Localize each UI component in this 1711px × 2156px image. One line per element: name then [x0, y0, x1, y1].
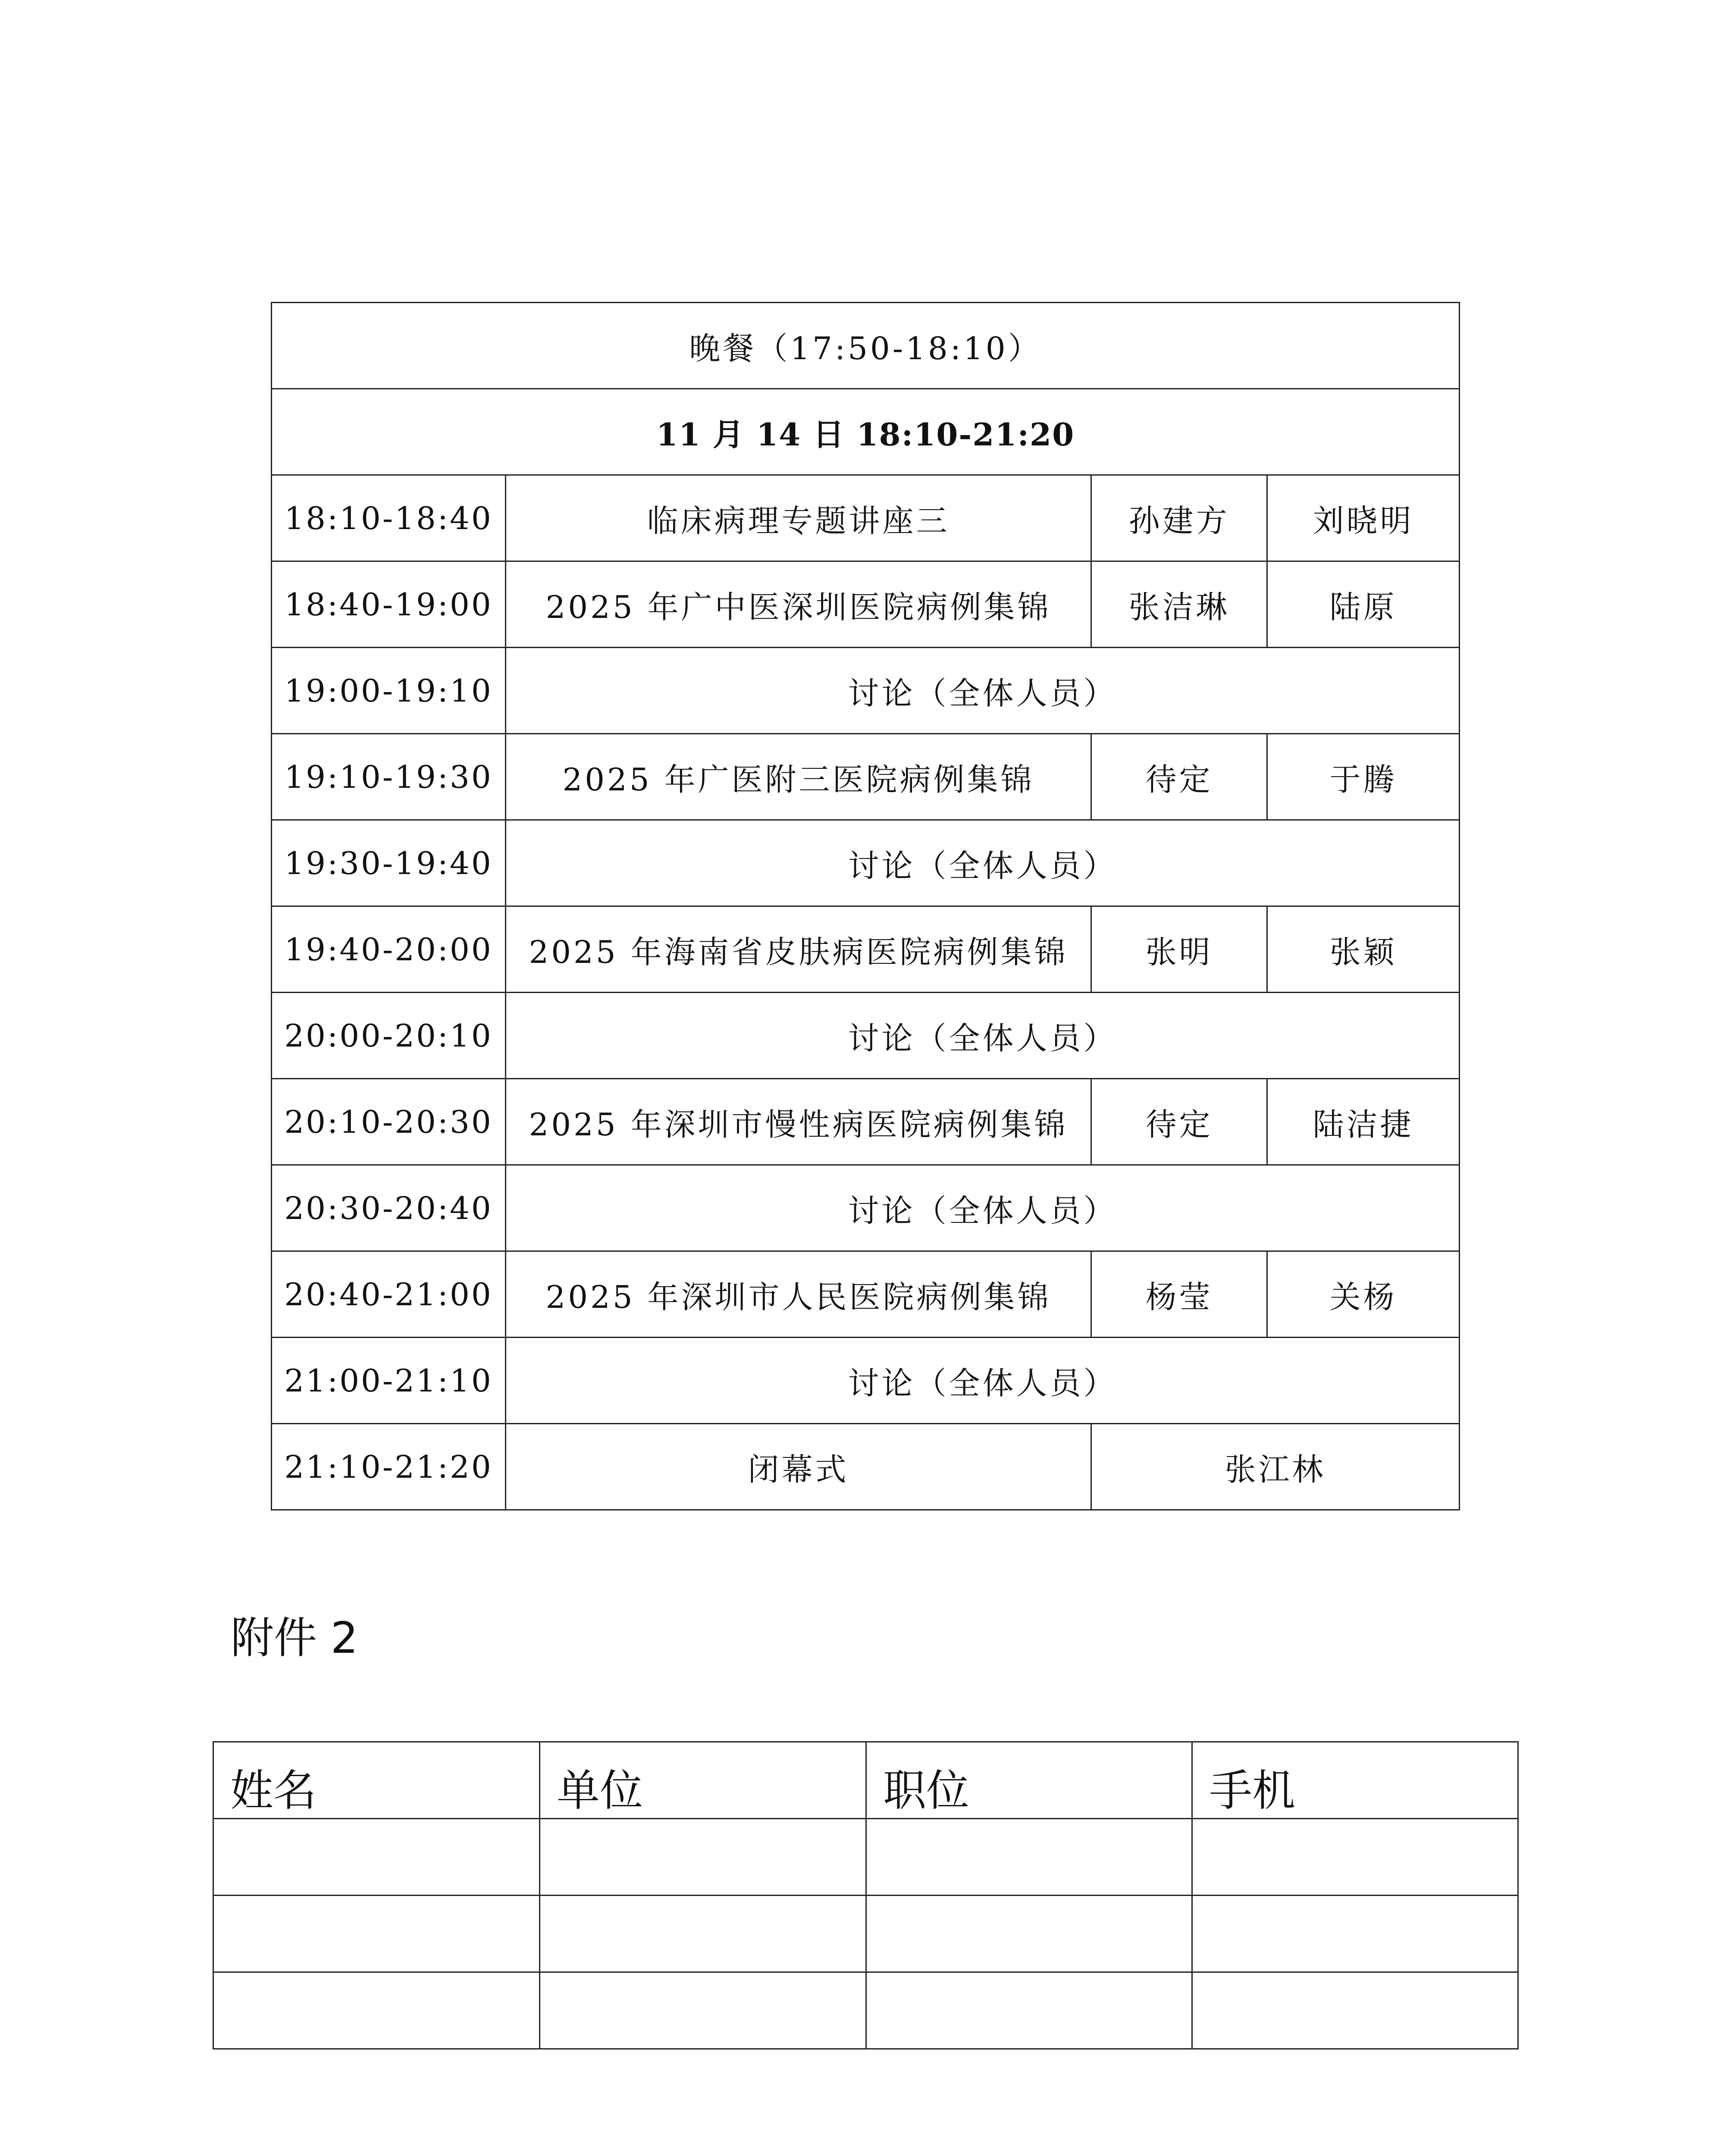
registration-row	[213, 1896, 1518, 1972]
host-cell: 于腾	[1267, 734, 1460, 820]
header-organization: 单位	[540, 1742, 866, 1819]
phone-cell[interactable]	[1192, 1819, 1518, 1896]
speaker-cell: 张洁琳	[1091, 561, 1267, 648]
name-cell[interactable]	[213, 1896, 540, 1972]
schedule-row	[272, 906, 1460, 993]
topic-cell: 2025 年深圳市慢性病医院病例集锦	[506, 1079, 1091, 1165]
discussion-cell: 讨论（全体人员）	[506, 1165, 1460, 1251]
name-cell[interactable]	[213, 1972, 540, 2049]
position-cell[interactable]	[866, 1896, 1192, 1972]
time-cell: 21:10-21:20	[272, 1424, 506, 1510]
time-cell: 20:30-20:40	[272, 1165, 506, 1251]
registration-row	[213, 1972, 1518, 2049]
host-cell: 关杨	[1267, 1251, 1460, 1338]
discussion-row	[272, 1338, 1460, 1424]
discussion-row	[272, 648, 1460, 734]
speaker-cell: 孙建方	[1091, 475, 1267, 561]
organization-cell[interactable]	[540, 1819, 866, 1896]
organization-cell[interactable]	[540, 1896, 866, 1972]
topic-cell: 闭幕式	[506, 1424, 1091, 1510]
discussion-row	[272, 993, 1460, 1079]
schedule-row	[272, 475, 1460, 561]
schedule-row	[272, 1251, 1460, 1338]
discussion-cell: 讨论（全体人员）	[506, 1338, 1460, 1424]
topic-cell: 2025 年深圳市人民医院病例集锦	[506, 1251, 1091, 1338]
dinner-row	[272, 303, 1460, 389]
phone-cell[interactable]	[1192, 1896, 1518, 1972]
speaker-cell: 张明	[1091, 906, 1267, 993]
name-cell[interactable]	[213, 1819, 540, 1896]
time-cell: 20:10-20:30	[272, 1079, 506, 1165]
time-cell: 18:40-19:00	[272, 561, 506, 648]
time-cell: 20:40-21:00	[272, 1251, 506, 1338]
time-cell: 18:10-18:40	[272, 475, 506, 561]
discussion-cell: 讨论（全体人员）	[506, 993, 1460, 1079]
topic-cell: 2025 年广中医深圳医院病例集锦	[506, 561, 1091, 648]
topic-cell: 2025 年广医附三医院病例集锦	[506, 734, 1091, 820]
discussion-cell: 讨论（全体人员）	[506, 648, 1460, 734]
topic-cell: 临床病理专题讲座三	[506, 475, 1091, 561]
registration-header-row	[213, 1742, 1518, 1819]
schedule-table	[271, 302, 1460, 1510]
registration-row	[213, 1819, 1518, 1896]
header-position: 职位	[866, 1742, 1192, 1819]
time-cell: 20:00-20:10	[272, 993, 506, 1079]
header-name: 姓名	[213, 1742, 540, 1819]
schedule-row	[272, 734, 1460, 820]
speaker-cell: 杨莹	[1091, 1251, 1267, 1338]
host-cell: 刘晓明	[1267, 475, 1460, 561]
phone-cell[interactable]	[1192, 1972, 1518, 2049]
time-cell: 19:00-19:10	[272, 648, 506, 734]
date-row	[272, 389, 1460, 475]
closing-row	[272, 1424, 1460, 1510]
host-cell: 张颖	[1267, 906, 1460, 993]
header-phone: 手机	[1192, 1742, 1518, 1819]
schedule-row	[272, 1079, 1460, 1165]
dinner-cell: 晚餐（17:50-18:10）	[272, 303, 1460, 389]
schedule-row	[272, 561, 1460, 648]
time-cell: 19:10-19:30	[272, 734, 506, 820]
closing-speaker-cell: 张江林	[1091, 1424, 1460, 1510]
speaker-cell: 待定	[1091, 734, 1267, 820]
time-cell: 19:30-19:40	[272, 820, 506, 906]
topic-cell: 2025 年海南省皮肤病医院病例集锦	[506, 906, 1091, 993]
time-cell: 21:00-21:10	[272, 1338, 506, 1424]
discussion-cell: 讨论（全体人员）	[506, 820, 1460, 906]
time-cell: 19:40-20:00	[272, 906, 506, 993]
discussion-row	[272, 820, 1460, 906]
host-cell: 陆原	[1267, 561, 1460, 648]
attachment-label: 附件 2	[231, 1613, 358, 1663]
position-cell[interactable]	[866, 1819, 1192, 1896]
registration-table	[213, 1741, 1519, 2049]
organization-cell[interactable]	[540, 1972, 866, 2049]
date-cell: 11 月 14 日 18:10-21:20	[272, 389, 1460, 475]
speaker-cell: 待定	[1091, 1079, 1267, 1165]
position-cell[interactable]	[866, 1972, 1192, 2049]
host-cell: 陆洁捷	[1267, 1079, 1460, 1165]
discussion-row	[272, 1165, 1460, 1251]
